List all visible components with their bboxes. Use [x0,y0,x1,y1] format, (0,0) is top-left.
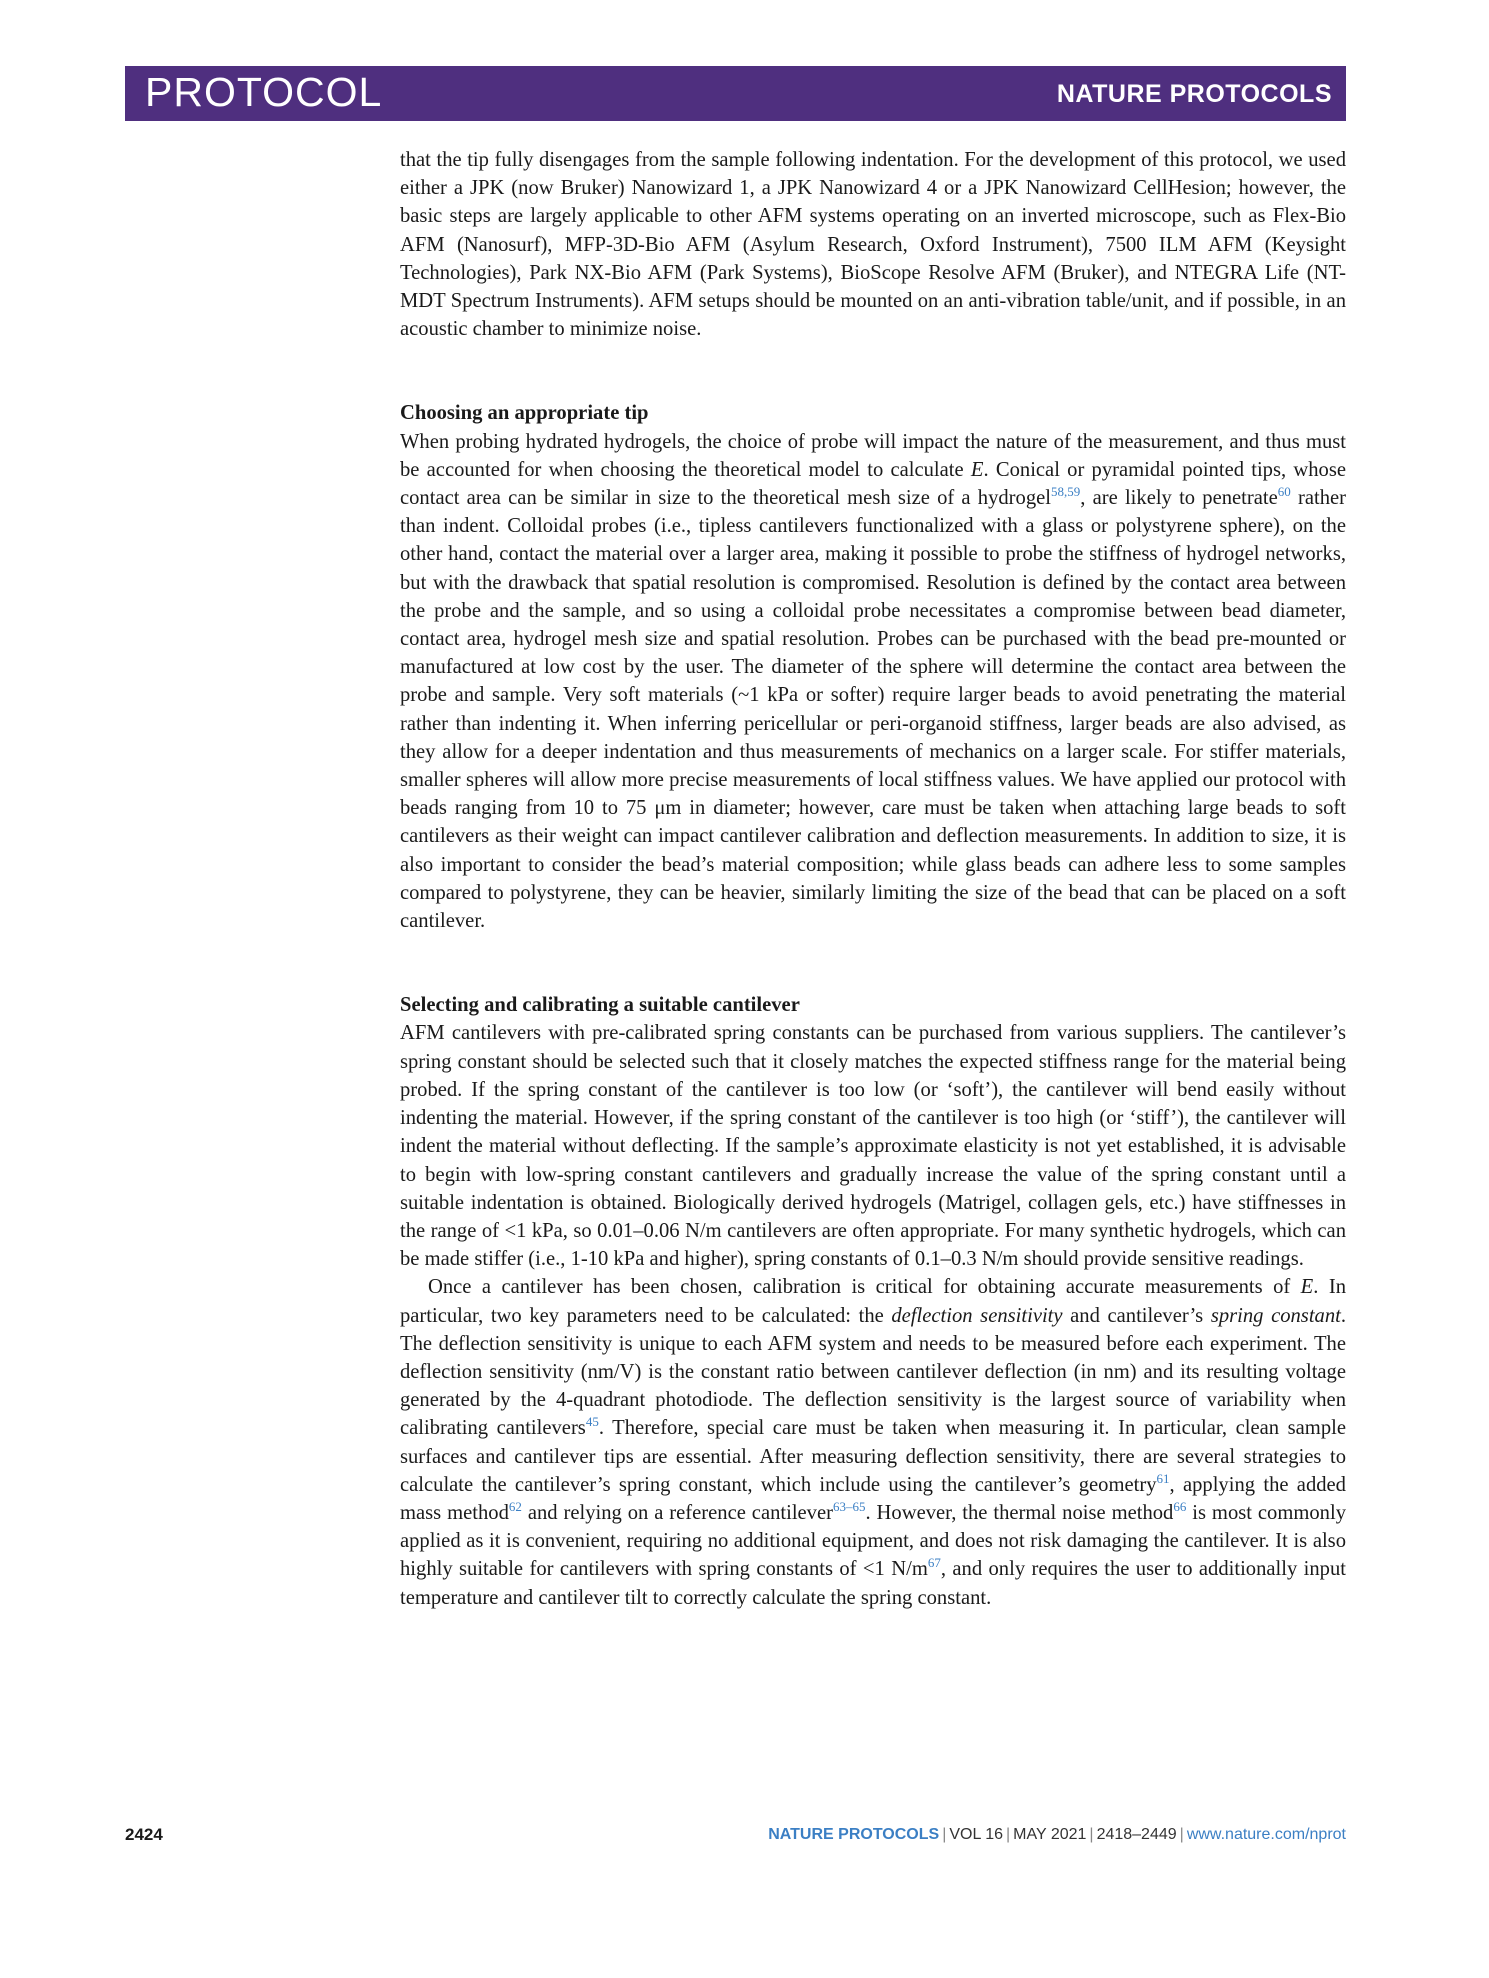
article-body [400,146,1346,1612]
footer-date: MAY 2021 [1013,1826,1087,1843]
footer-pages: 2418–2449 [1096,1826,1177,1843]
footer-separator: | [1006,1826,1011,1843]
citation-link[interactable]: 45 [585,1414,599,1430]
section-cantilever-paragraph-1: AFM cantilevers with pre-calibrated spring constants can be purchased from various suppliers. The cantilever’s spring constant should be selected such that it closely matches the expected stiffness range for the material being probed. If the spring constant of the cantilever is too low (or ‘soft’), the cantilever will bend easily without indenting the material. However, if the spring constant of the cantilever is too high (or ‘stiff’), the cantilever will indent the material without deflecting. If the sample’s approximate elasticity is not yet established, it is advisable to begin with low-spring constant cantilevers and gradually increase the value of the spring constant until a suitable indentation is obtained. Biologically derived hydrogels (Matrigel, collagen gels, etc.) have stiffnesses in the range of <1 kPa, so 0.01–0.06 N/m cantilevers are often appropriate. For many synthetic hydrogels, which can be made stiffer (i.e., 1-10 kPa and higher), spring constants of 0.1–0.3 N/m should provide sensitive readings. [400,1022,1346,1271]
footer-citation [768,1826,1346,1844]
section-title-cantilever: Selecting and calibrating a suitable cantilever [400,994,800,1017]
footer-volume: VOL 16 [949,1826,1004,1843]
journal-name-header: NATURE PROTOCOLS [1056,80,1332,108]
footer-journal-name: NATURE PROTOCOLS [768,1826,940,1843]
section-cantilever-paragraph-2: Once a cantilever has been chosen, calibration is critical for obtaining accurate measurements of E. In particular, two key parameters need to be calculated: the deflection sensitivity and cantilever’s spring constant. The deflection sensitivity is unique to each AFM system and needs to be measured before each experiment. The deflection sensitivity (nm/V) is the constant ratio between cantilever deflection (in nm) and its resulting voltage generated by the 4-quadrant photodiode. The deflection sensitivity is the largest source of variability when calibrating cantilevers$^{45}$. Therefore, special care must be taken when measuring it. In particular, clean sample surfaces and cantilever tips are essential. After measuring deflection sensitivity, there are several strategies to calculate the cantilever’s spring constant, which include using the cantilever’s geometry$^{61}$, applying the added mass method$^{62}$ and relying on a reference cantilever$^{63-65}$. However, the thermal noise method$^{66}$ is most commonly applied as it is convenient, requiring no additional equipment, and does not risk damaging the cantilever. It is also highly suitable for cantilevers with spring constants of <1 $N/m^{67}$, and only requires the user to additionally input temperature and cantilever tilt to correctly calculate the spring constant. [400,1276,1347,1609]
citation-link[interactable]: 60 [1277,484,1291,500]
citation-link[interactable]: 67 [927,1555,941,1571]
section-title-tip: Choosing an appropriate tip [400,402,649,425]
footer-url-link[interactable]: www.nature.com/nprot [1186,1826,1346,1843]
variable-e: E [1300,1276,1314,1299]
section-tip-paragraph: When probing hydrated hydrogels, the choice of probe will impact the nature of the measurement, and thus must be accounted for when choosing the theoretical model to calculate E. Conical or pyramidal pointed tips, whose contact area can be similar in size to the theoretical mesh size of a hydrogel$^{58,59}$, are likely to penetrate$^{60}$ rather than indent. Colloidal probes (i.e., tipless cantilevers functionalized with a glass or polystyrene sphere), on the other hand, contact the material over a larger area, making it possible to probe the stiffness of hydrogel networks, but with the drawback that spatial resolution is compromised. Resolution is defined by the contact area between the probe and the sample, and so using a colloidal probe necessitates a compromise between bead diameter, contact area, hydrogel mesh size and spatial resolution. Probes can be purchased with the bead pre-mounted or manufactured at low cost by the user. The diameter of the sphere will determine the contact area between the probe and sample. Very soft materials (~1 kPa or softer) require larger beads to avoid penetrating the material rather than indenting it. When inferring pericellular or peri-organoid stiffness, larger beads are also advised, as they allow for a deeper indentation and thus measurements of mechanics on a larger scale. For stiffer materials, smaller spheres will allow more precise measurements of local stiffness values. We have applied our protocol with beads ranging from 10 to 75 μm in diameter; however, care must be taken when attaching large beads to soft cantilevers as their weight can impact cantilever calibration and deflection measurements. In addition to size, it is also important to consider the bead’s material composition; while glass beads can adhere less to some samples compared to polystyrene, they can be heavier, similarly limiting the size of the bead that can be placed on a soft cantilever. [400,430,1346,933]
footer-separator: | [1089,1826,1094,1843]
citation-link[interactable]: 66 [1173,1499,1187,1515]
variable-e: E [970,458,984,481]
citation-link[interactable]: 58,59 [1051,484,1081,500]
emphasis-deflection-sensitivity: deflection sensitivity [891,1304,1063,1327]
emphasis-spring-constant: spring constant [1210,1304,1341,1327]
citation-link[interactable]: 61 [1156,1470,1170,1486]
header-bar [125,66,1346,121]
article-type-label: PROTOCOL [145,69,383,115]
citation-link[interactable]: 62 [508,1499,522,1515]
intro-paragraph: that the tip fully disengages from the sample following indentation. For the development of this protocol, we used either a JPK (now Bruker) Nanowizard 1, a JPK Nanowizard 4 or a JPK Nanowizard CellHesion; however, the basic steps are largely applicable to other AFM systems operating on an inverted microscope, such as Flex-Bio AFM (Nanosurf), MFP-3D-Bio AFM (Asylum Research, Oxford Instrument), 7500 ILM AFM (Keysight Technologies), Park NX-Bio AFM (Park Systems), BioScope Resolve AFM (Bruker), and NTEGRA Life (NT-MDT Spectrum Instruments). AFM setups should be mounted on an anti-vibration table/unit, and if possible, in an acoustic chamber to minimize noise. [400,149,1346,341]
footer-separator: | [1179,1826,1184,1843]
page-number: 2424 [125,1825,163,1844]
footer-separator: | [942,1826,947,1843]
citation-link[interactable]: 63–65 [832,1499,866,1515]
